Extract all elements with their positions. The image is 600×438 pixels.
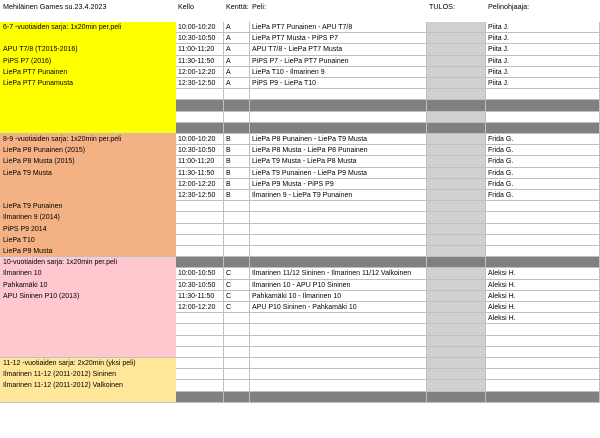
ref-cell	[486, 112, 600, 123]
field-cell	[224, 324, 250, 335]
result-cell	[427, 369, 486, 380]
result-cell	[427, 134, 486, 145]
time-cell: 11:30-11:50	[176, 56, 224, 67]
ref-cell	[486, 358, 600, 369]
result-cell	[427, 89, 486, 100]
result-cell	[427, 56, 486, 67]
time-cell	[176, 324, 224, 335]
game-cell: PiPS P7 - LiePa PT7 Punainen	[250, 56, 427, 67]
team-name: LiePa P9 Musta	[3, 248, 53, 255]
result-cell	[427, 44, 486, 55]
ref-cell	[486, 336, 600, 347]
result-cell	[427, 156, 486, 167]
result-cell	[427, 224, 486, 235]
ref-cell: Piita J.	[486, 33, 600, 44]
time-cell: 10:30-10:50	[176, 280, 224, 291]
ref-cell	[486, 201, 600, 212]
time-cell: 11:30-11:50	[176, 168, 224, 179]
result-cell	[427, 358, 486, 369]
team-name: LiePa PT7 Punamusta	[3, 80, 74, 87]
ref-cell: Frida G.	[486, 168, 600, 179]
time-cell: 11:00-11:20	[176, 44, 224, 55]
ref-cell: Piita J.	[486, 56, 600, 67]
separator-cell	[486, 100, 600, 111]
ref-cell: Frida G.	[486, 190, 600, 201]
separator-cell	[176, 257, 224, 268]
game-cell	[250, 112, 427, 123]
game-cell: Pahkamäki 10 - Ilmarinen 10	[250, 291, 427, 302]
time-cell	[176, 347, 224, 358]
ref-cell: Aleksi H.	[486, 280, 600, 291]
ref-cell: Piita J.	[486, 44, 600, 55]
game-cell: APU P10 Sininen - Pahkamäki 10	[250, 302, 427, 313]
section-title: 11-12 -vuotiaiden sarja: 2x20min (yksi peli)	[3, 360, 136, 367]
game-cell	[250, 212, 427, 223]
team-name: LiePa P8 Musta (2015)	[3, 158, 75, 166]
field-cell	[224, 347, 250, 358]
result-cell	[427, 246, 486, 257]
separator-cell	[427, 100, 486, 111]
ref-cell: Piita J.	[486, 67, 600, 78]
time-cell	[176, 89, 224, 100]
field-cell	[224, 380, 250, 391]
game-cell: LiePa T10 - Ilmarinen 9	[250, 67, 427, 78]
separator-cell	[250, 100, 427, 111]
result-cell	[427, 268, 486, 279]
field-cell: A	[224, 67, 250, 78]
game-cell: PiPS P9 - LiePa T10	[250, 78, 427, 89]
time-cell	[176, 201, 224, 212]
game-cell: LiePa P8 Punainen - LiePa T9 Musta	[250, 134, 427, 145]
result-cell	[427, 67, 486, 78]
game-cell: Ilmarinen 11/12 Sininen - Ilmarinen 11/12 Valkoinen	[250, 268, 427, 279]
game-cell	[250, 369, 427, 380]
field-cell: C	[224, 302, 250, 313]
result-cell	[427, 324, 486, 335]
team-name: APU Sininen P10 (2013)	[3, 292, 80, 300]
ref-cell	[486, 380, 600, 391]
field-cell: B	[224, 179, 250, 190]
time-cell: 12:30-12:50	[176, 78, 224, 89]
result-cell	[427, 78, 486, 89]
game-cell: LiePa P8 Musta - LiePa P8 Punainen	[250, 145, 427, 156]
section-title: 10-vuotiaiden sarja: 1x20min per.peli	[3, 259, 118, 267]
team-name: Ilmarinen 11-12 (2011-2012) Valkoinen	[3, 382, 123, 390]
col-header-kentta: Kenttä:	[226, 2, 249, 11]
ref-cell	[486, 235, 600, 246]
result-cell	[427, 179, 486, 190]
ref-cell	[486, 246, 600, 257]
team-name: Ilmarinen 11-12 (2011-2012) Sininen	[3, 371, 116, 379]
team-name: LiePa T9 Punainen	[3, 203, 63, 211]
result-cell	[427, 145, 486, 156]
result-cell	[427, 280, 486, 291]
field-cell	[224, 224, 250, 235]
game-cell	[250, 358, 427, 369]
ref-cell: Frida G.	[486, 179, 600, 190]
result-cell	[427, 22, 486, 33]
ref-cell	[486, 224, 600, 235]
result-cell	[427, 212, 486, 223]
game-cell: APU T7/8 - LiePa PT7 Musta	[250, 44, 427, 55]
separator-cell	[176, 100, 224, 111]
separator-cell	[224, 123, 250, 134]
team-name: APU T7/8 (T2015-2016)	[3, 46, 78, 54]
team-name: Ilmarinen 10	[3, 270, 42, 278]
time-cell: 10:30-10:50	[176, 33, 224, 44]
field-cell	[224, 369, 250, 380]
result-cell	[427, 235, 486, 246]
col-header-tulos: TULOS:	[429, 2, 455, 11]
game-cell	[250, 201, 427, 212]
time-cell	[176, 369, 224, 380]
field-cell: B	[224, 190, 250, 201]
time-cell: 11:30-11:50	[176, 291, 224, 302]
time-cell: 10:00-10:20	[176, 134, 224, 145]
game-cell	[250, 313, 427, 324]
col-header-kello: Kello	[178, 2, 194, 11]
team-name: Ilmarinen 9 (2014)	[3, 214, 60, 222]
result-cell	[427, 347, 486, 358]
field-cell: A	[224, 56, 250, 67]
time-cell: 10:00-10:20	[176, 22, 224, 33]
ref-cell: Aleksi H.	[486, 268, 600, 279]
result-cell	[427, 291, 486, 302]
ref-cell	[486, 89, 600, 100]
result-cell	[427, 313, 486, 324]
ref-cell: Piita J.	[486, 22, 600, 33]
result-cell	[427, 201, 486, 212]
team-name: LiePa P8 Punainen (2015)	[3, 147, 86, 155]
ref-cell	[486, 212, 600, 223]
separator-cell	[250, 123, 427, 134]
time-cell	[176, 313, 224, 324]
result-cell	[427, 33, 486, 44]
team-name: Pahkamäki 10	[3, 281, 48, 289]
team-name: LiePa T9 Musta	[3, 169, 52, 177]
time-cell	[176, 112, 224, 123]
field-cell: B	[224, 168, 250, 179]
game-cell: Ilmarinen 10 - APU P10 Sininen	[250, 280, 427, 291]
field-cell: C	[224, 280, 250, 291]
time-cell: 10:30-10:50	[176, 145, 224, 156]
result-cell	[427, 190, 486, 201]
game-cell	[250, 246, 427, 257]
field-cell	[224, 89, 250, 100]
game-cell	[250, 347, 427, 358]
ref-cell	[486, 369, 600, 380]
field-cell	[224, 313, 250, 324]
ref-cell: Frida G.	[486, 145, 600, 156]
field-cell	[224, 201, 250, 212]
time-cell: 12:00-12:20	[176, 179, 224, 190]
field-cell: B	[224, 145, 250, 156]
field-cell	[224, 358, 250, 369]
game-cell: LiePa P9 Musta - PiPS P9	[250, 179, 427, 190]
ref-cell: Aleksi H.	[486, 291, 600, 302]
result-cell	[427, 336, 486, 347]
separator-cell	[224, 100, 250, 111]
separator-cell	[176, 123, 224, 134]
separator-cell	[486, 123, 600, 134]
ref-cell	[486, 324, 600, 335]
team-name: PiPS P7 (2016)	[3, 57, 52, 65]
time-cell	[176, 336, 224, 347]
time-cell	[176, 224, 224, 235]
time-cell: 12:00-12:20	[176, 302, 224, 313]
field-cell	[224, 235, 250, 246]
time-cell: 12:00-12:20	[176, 67, 224, 78]
sheet-title: Mehiläinen Games su.23.4.2023	[3, 2, 107, 11]
ref-cell: Frida G.	[486, 156, 600, 167]
time-cell: 11:00-11:20	[176, 156, 224, 167]
separator-cell	[427, 257, 486, 268]
time-cell	[176, 212, 224, 223]
field-cell	[224, 246, 250, 257]
section-title: 8-9 -vuotiaiden sarja: 1x20min per.peli	[3, 136, 122, 143]
game-cell	[250, 324, 427, 335]
ref-cell: Aleksi H.	[486, 302, 600, 313]
field-cell: C	[224, 268, 250, 279]
game-cell: LiePa PT7 Musta - PiPS P7	[250, 33, 427, 44]
field-cell: A	[224, 33, 250, 44]
separator-cell	[224, 392, 250, 403]
time-cell: 12:30-12:50	[176, 190, 224, 201]
game-cell	[250, 336, 427, 347]
result-cell	[427, 112, 486, 123]
time-cell	[176, 380, 224, 391]
team-name: LiePa T10	[3, 236, 35, 244]
ref-cell: Frida G.	[486, 134, 600, 145]
separator-cell	[250, 392, 427, 403]
field-cell: B	[224, 156, 250, 167]
game-cell: Ilmarinen 9 - LiePa T9 Punainen	[250, 190, 427, 201]
time-cell	[176, 358, 224, 369]
separator-cell	[224, 257, 250, 268]
separator-cell	[486, 392, 600, 403]
game-cell: LiePa PT7 Punainen - APU T7/8	[250, 22, 427, 33]
section-title: 6-7 -vuotiaiden sarja: 1x20min per.peli	[3, 24, 122, 31]
separator-cell	[486, 257, 600, 268]
col-header-pelinohjaaja: Pelinohjaaja:	[488, 2, 530, 11]
ref-cell: Piita J.	[486, 78, 600, 89]
field-cell: B	[224, 134, 250, 145]
team-name: LiePa PT7 Punainen	[3, 68, 68, 76]
field-cell: A	[224, 22, 250, 33]
game-cell: LiePa T9 Musta - LiePa P8 Musta	[250, 156, 427, 167]
col-header-peli: Peli:	[252, 2, 266, 11]
result-cell	[427, 168, 486, 179]
game-cell: LiePa T9 Punainen - LiePa P9 Musta	[250, 168, 427, 179]
field-cell	[224, 336, 250, 347]
game-cell	[250, 224, 427, 235]
separator-cell	[427, 123, 486, 134]
time-cell	[176, 246, 224, 257]
ref-cell	[486, 347, 600, 358]
separator-cell	[250, 257, 427, 268]
game-cell	[250, 235, 427, 246]
team-name: PiPS P9 2014	[3, 225, 47, 233]
separator-cell	[176, 392, 224, 403]
field-cell	[224, 212, 250, 223]
field-cell	[224, 112, 250, 123]
result-cell	[427, 302, 486, 313]
separator-cell	[427, 392, 486, 403]
field-cell: A	[224, 78, 250, 89]
field-cell: A	[224, 44, 250, 55]
time-cell: 10:00-10:50	[176, 268, 224, 279]
field-cell: C	[224, 291, 250, 302]
time-cell	[176, 235, 224, 246]
result-cell	[427, 380, 486, 391]
game-cell	[250, 89, 427, 100]
game-cell	[250, 380, 427, 391]
ref-cell: Aleksi H.	[486, 313, 600, 324]
